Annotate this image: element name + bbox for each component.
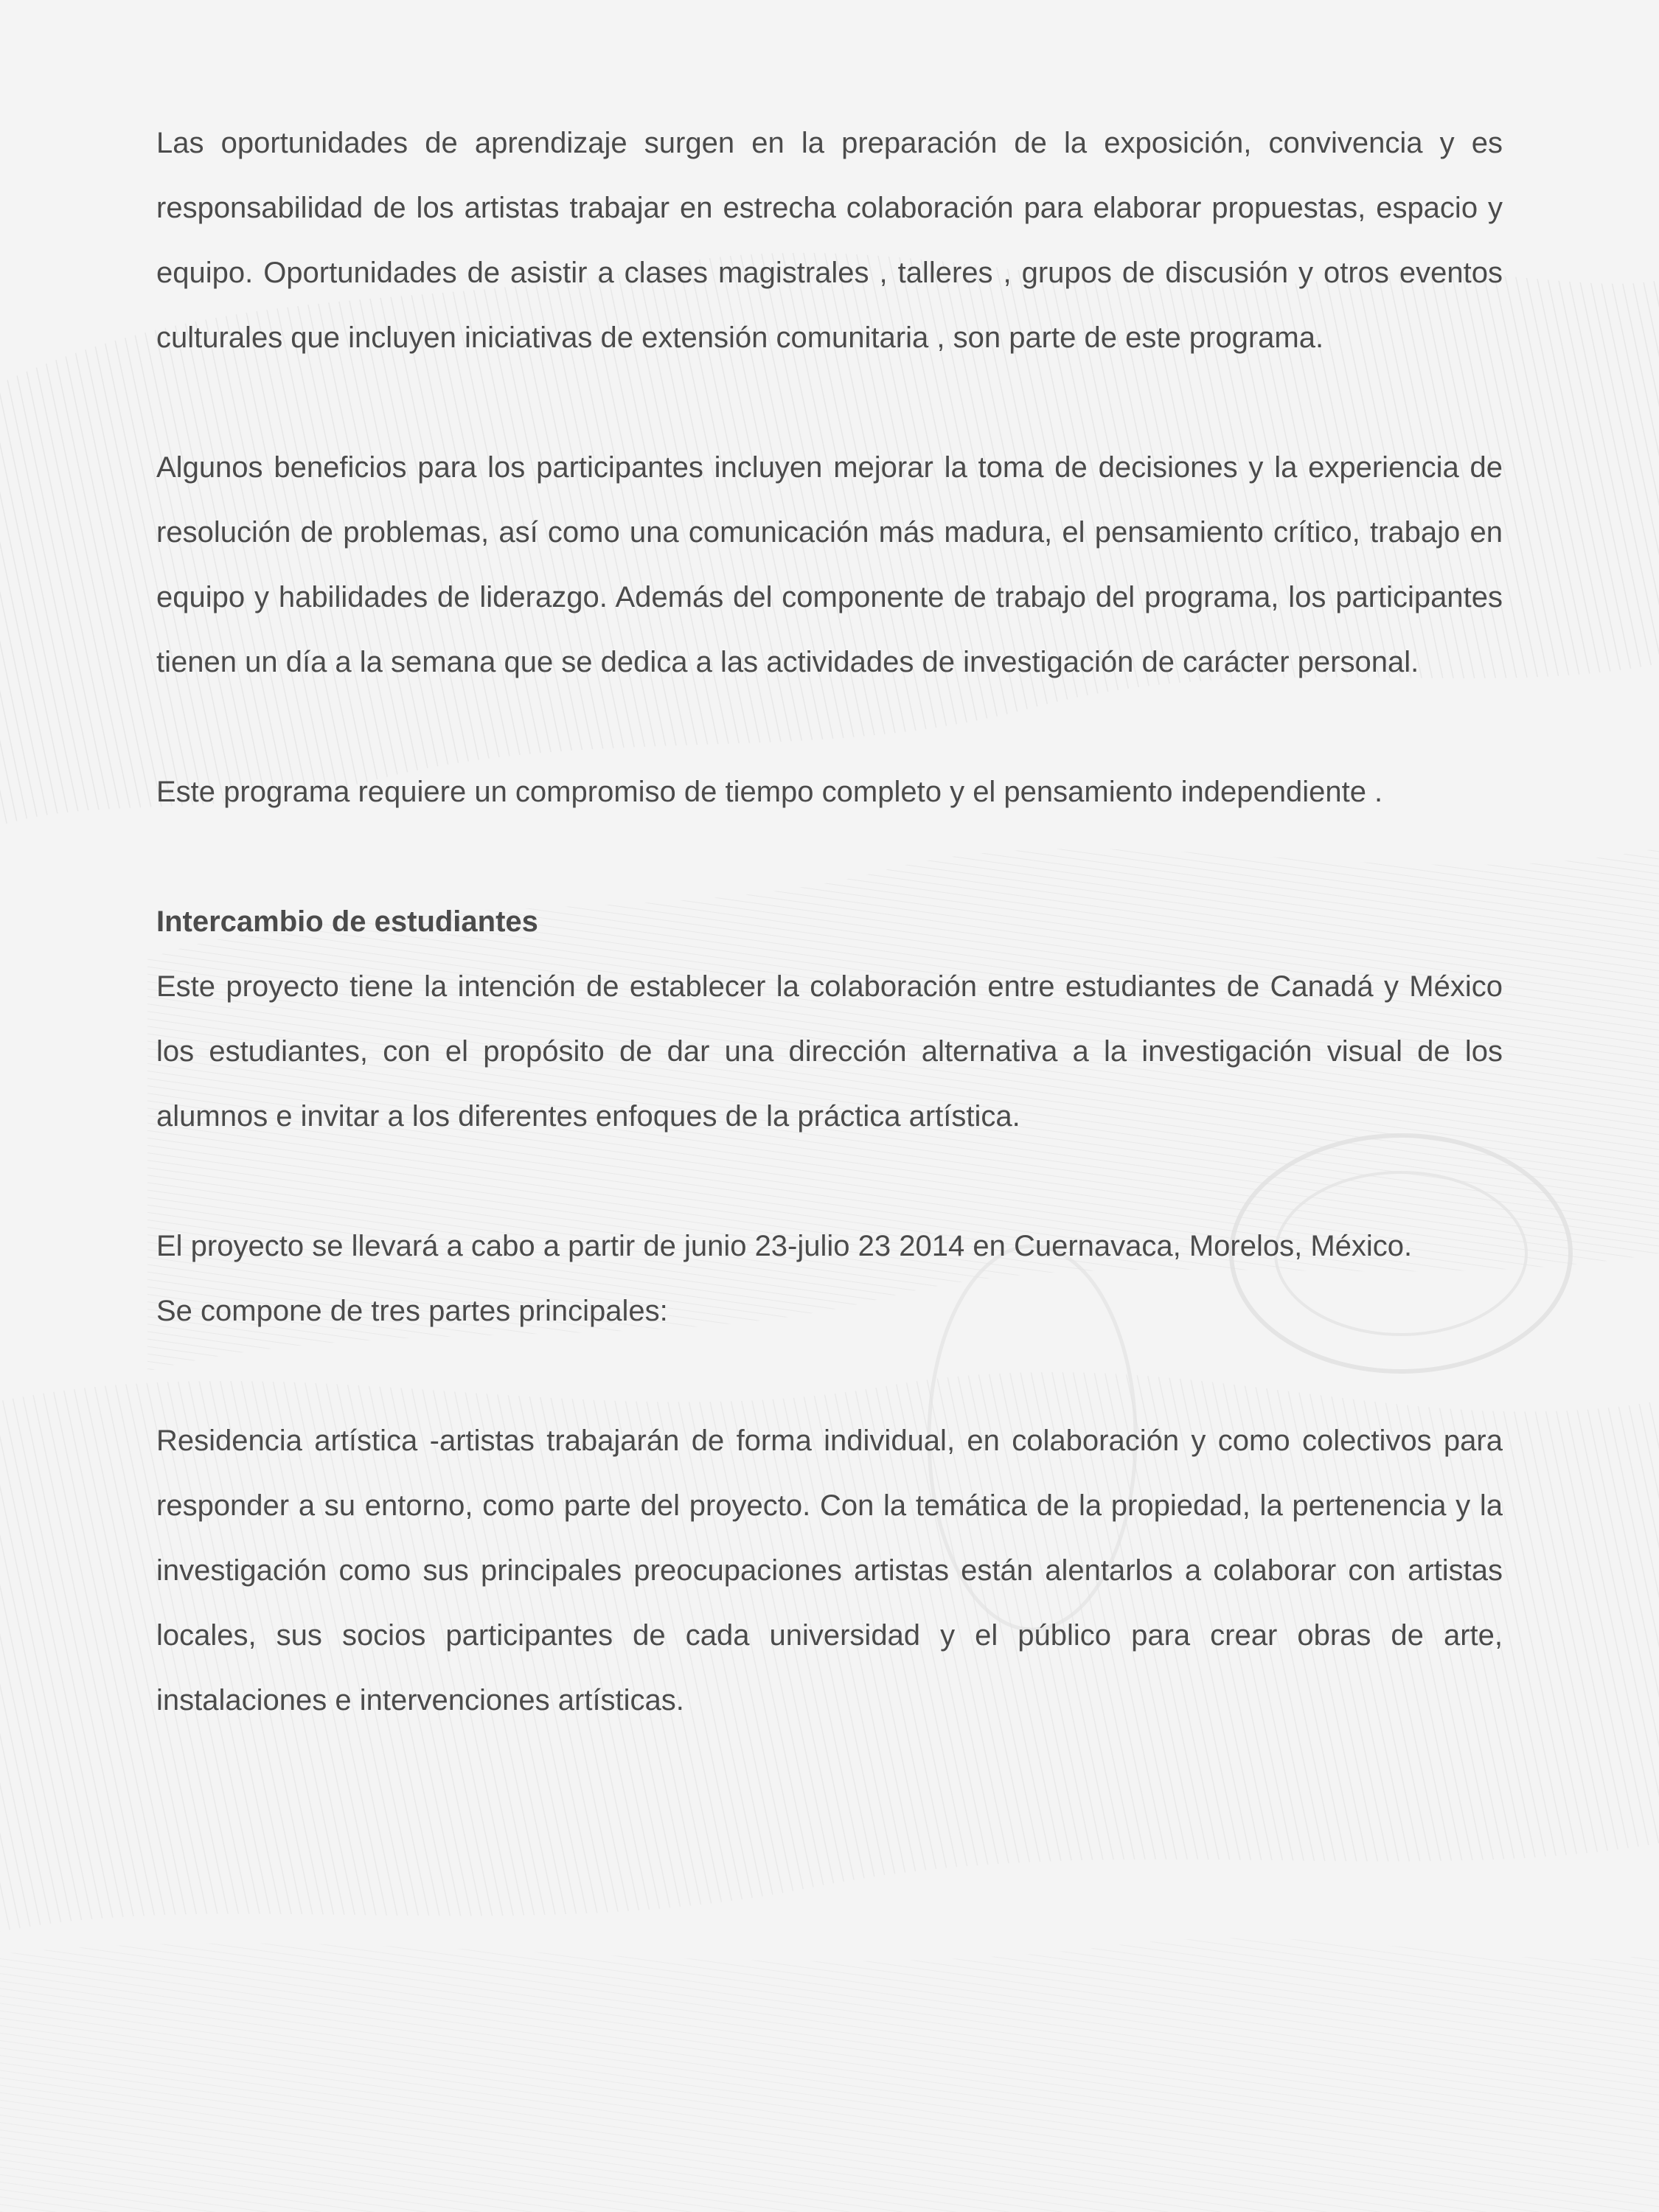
- paragraph-learning-opportunities: Las oportunidades de aprendizaje surgen en la preparación de la exposición, convivencia y es responsabilidad de los artistas trabajar en estrecha colaboración para elaborar propuestas, espacio y equipo. Oportunidades de asistir a clases magistrales , talleres , grupos de discusión y otros eventos culturales que incluyen iniciativas de extensión comunitaria , son parte de este programa.: [156, 127, 1503, 354]
- spacer: [156, 1149, 1503, 1214]
- paragraph-three-parts: Se compone de tres partes principales:: [156, 1295, 668, 1327]
- section-heading-student-exchange: Intercambio de estudiantes: [156, 905, 538, 938]
- paragraph-exchange-intent: Este proyecto tiene la intención de establecer la colaboración entre estudiantes de Canadá y México los estudiantes, con el propósito de dar una dirección alternativa a la investigación visual de los alumnos e invitar a los diferentes enfoques de la práctica artística.: [156, 970, 1503, 1133]
- spacer: [156, 370, 1503, 435]
- paragraph-artistic-residency: Residencia artística -artistas trabajarán de forma individual, en colaboración y como colectivos para responder a su entorno, como parte del proyecto. Con la temática de la propiedad, la pertenencia y la investigación como sus principales preocupaciones artistas están alentarlos a colaborar con artistas locales, sus socios participantes de cada universidad y el público para crear obras de arte, instalaciones e intervenciones artísticas.: [156, 1425, 1503, 1717]
- paragraph-project-dates: El proyecto se llevará a cabo a partir de junio 23-julio 23 2014 en Cuernavaca, Morelos, México.: [156, 1230, 1413, 1262]
- spacer: [156, 695, 1503, 759]
- spacer: [156, 1343, 1503, 1408]
- spacer: [156, 824, 1503, 889]
- paragraph-program-commitment: Este programa requiere un compromiso de tiempo completo y el pensamiento independiente .: [156, 776, 1383, 808]
- document-page: [156, 111, 1503, 1733]
- paragraph-participant-benefits: Algunos beneficios para los participantes incluyen mejorar la toma de decisiones y la experiencia de resolución de problemas, así como una comunicación más madura, el pensamiento crítico, trabajo en equipo y habilidades de liderazgo. Además del componente de trabajo del programa, los participantes tienen un día a la semana que se dedica a las actividades de investigación de carácter personal.: [156, 451, 1503, 678]
